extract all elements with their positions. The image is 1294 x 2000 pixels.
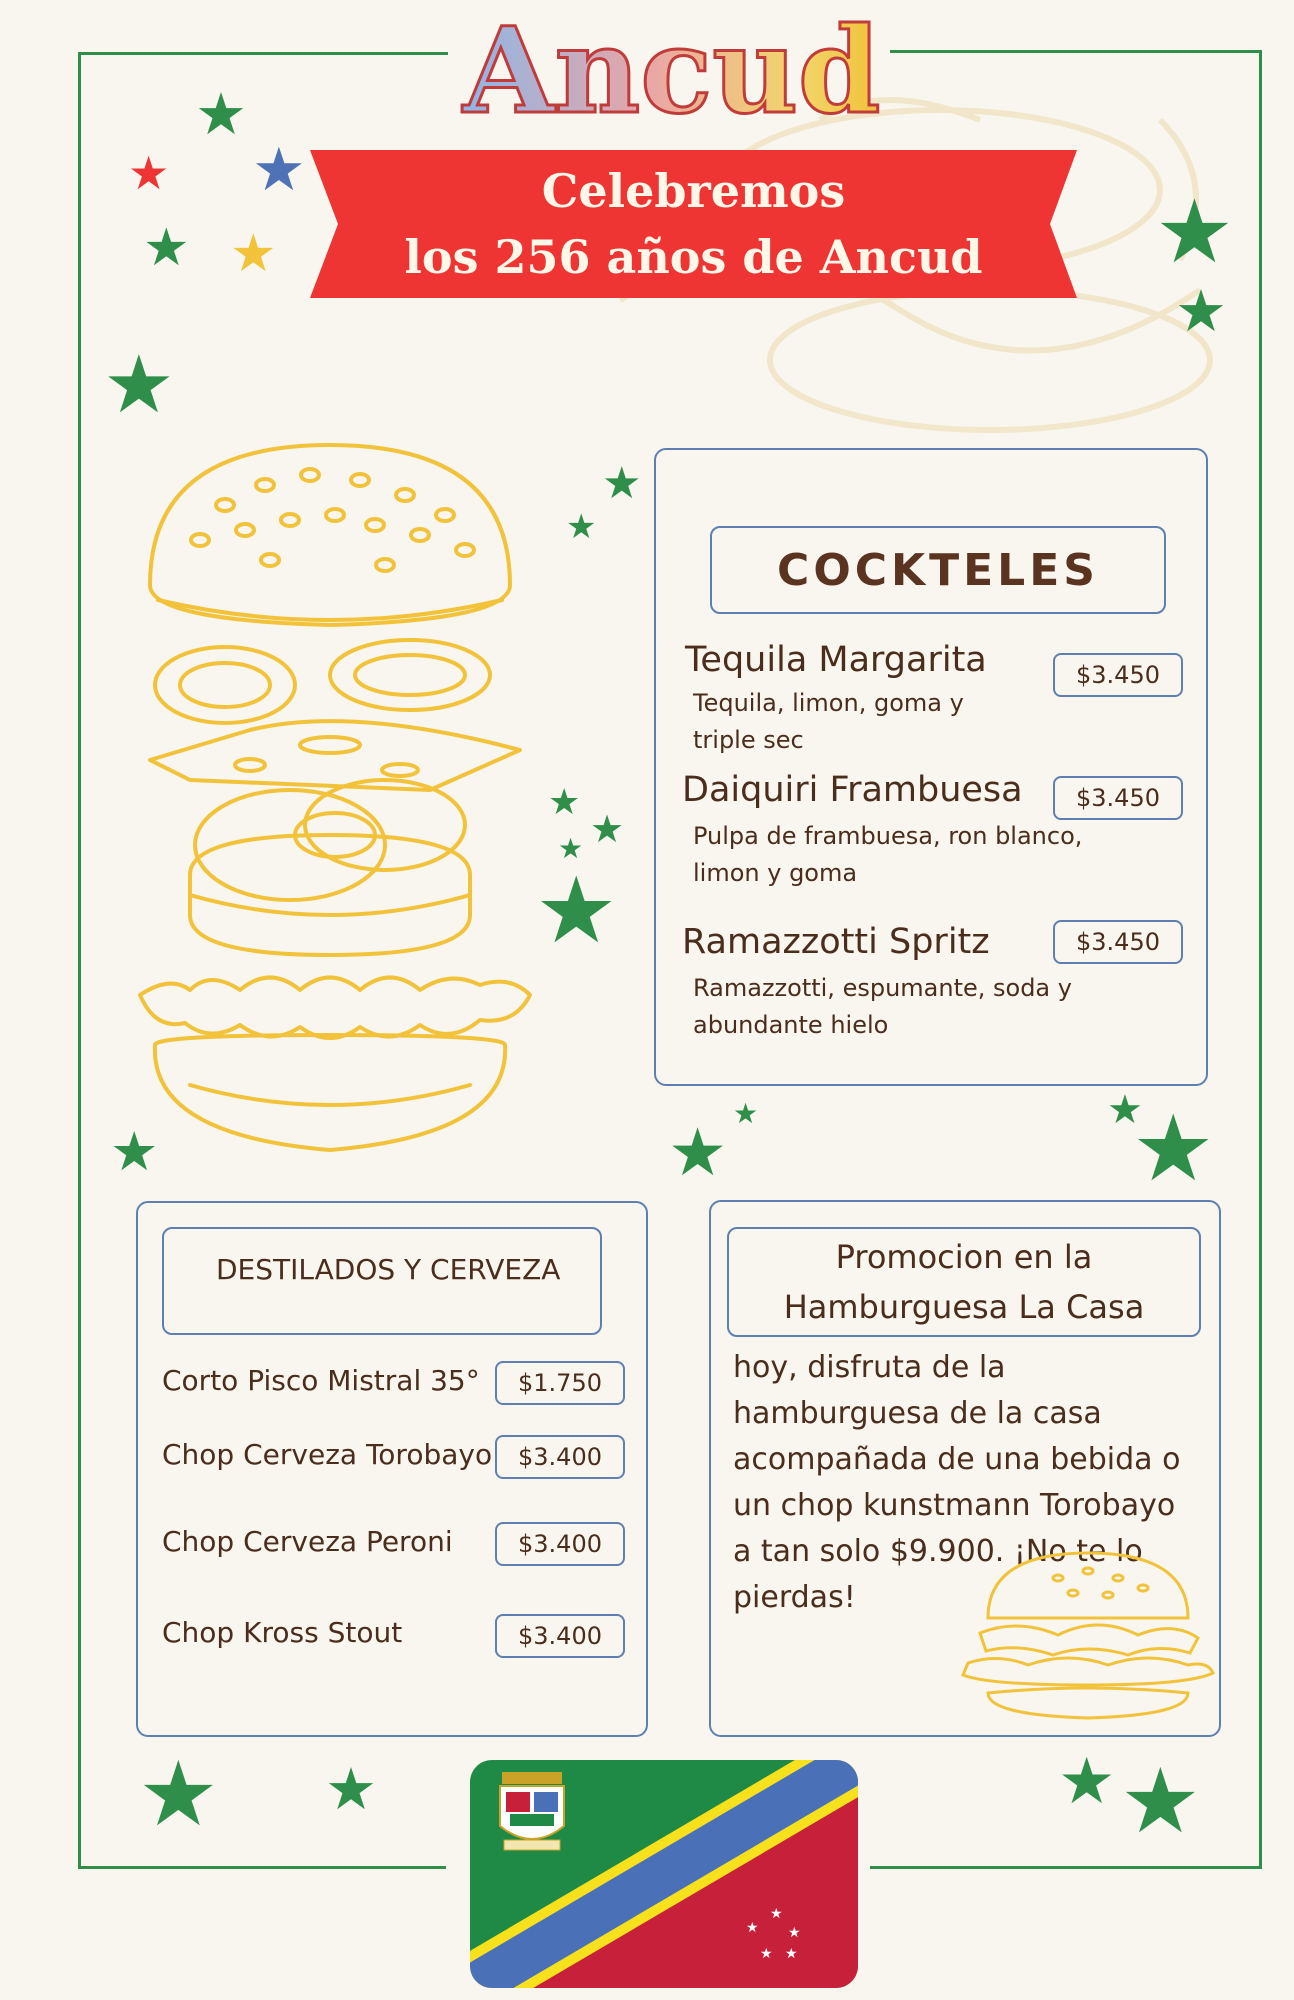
star-icon: ★ [535, 857, 618, 964]
cocktail-description: Pulpa de frambuesa, ron blanco, limon y goma [693, 822, 1083, 887]
svg-text:★: ★ [785, 1946, 798, 1962]
svg-text:★: ★ [760, 1946, 773, 1962]
star-icon: ★ [230, 224, 277, 284]
burger-illustration [130, 435, 550, 1175]
spirit-price: $1.750 [495, 1361, 625, 1405]
cocktail-price: $3.450 [1053, 653, 1183, 697]
star-icon: ★ [1175, 277, 1227, 345]
spirit-price: $3.400 [495, 1522, 625, 1566]
star-icon: ★ [1132, 1095, 1215, 1202]
spirits-heading: DESTILADOS Y CERVEZA [216, 1253, 561, 1286]
star-icon: ★ [566, 507, 597, 547]
ancud-logo [455, 0, 895, 135]
star-icon: ★ [590, 807, 625, 851]
cocktail-name: Tequila Margarita [685, 640, 987, 680]
cocktails-heading: COCKTELES [777, 544, 1099, 596]
star-icon: ★ [252, 135, 306, 205]
star-icon: ★ [128, 146, 170, 200]
svg-text:★: ★ [770, 1906, 783, 1922]
burger-small-illustration [958, 1543, 1216, 1723]
star-icon: ★ [1107, 1087, 1143, 1133]
cocktail-price: $3.450 [1053, 776, 1183, 820]
frame-left [78, 52, 81, 1868]
star-icon: ★ [110, 1120, 159, 1183]
star-icon: ★ [668, 1114, 728, 1191]
promo-heading-box [727, 1227, 1201, 1337]
star-icon: ★ [103, 338, 175, 431]
star-icon: ★ [138, 1742, 219, 1847]
banner-line-2: los 256 años de Ancud [404, 230, 983, 284]
promo-heading-line-1: Promocion en la [835, 1238, 1093, 1276]
banner-line-1: Celebremos [541, 164, 846, 218]
star-icon: ★ [548, 782, 581, 823]
promo-heading-line-2: Hamburguesa La Casa [783, 1288, 1145, 1326]
svg-text:Ancud: Ancud [463, 1, 881, 135]
star-icon: ★ [1155, 180, 1234, 283]
star-icon: ★ [1058, 1745, 1116, 1819]
star-icon: ★ [733, 1097, 759, 1130]
cocktails-heading-box [710, 526, 1166, 614]
star-icon: ★ [325, 1755, 377, 1823]
frame-bottom-right [870, 1866, 1262, 1869]
spirit-name: Corto Pisco Mistral 35° [162, 1364, 480, 1397]
spirit-name: Chop Cerveza Torobayo [162, 1438, 493, 1471]
spirit-price: $3.400 [495, 1435, 625, 1479]
spirit-name: Chop Cerveza Peroni [162, 1525, 453, 1558]
cocktail-description: Ramazzotti, espumante, soda y abundante hielo [693, 974, 1072, 1039]
frame-bottom-left [78, 1866, 446, 1869]
cocktail-name: Daiquiri Frambuesa [682, 770, 1023, 810]
star-icon: ★ [558, 832, 584, 865]
ancud-flag [470, 1760, 858, 1988]
spirits-heading-box [162, 1227, 602, 1335]
star-icon: ★ [1120, 1749, 1201, 1854]
star-icon: ★ [602, 458, 642, 509]
frame-top-right [890, 50, 1262, 53]
spirit-name: Chop Kross Stout [162, 1616, 403, 1649]
banner-text [310, 150, 1077, 290]
spirit-price: $3.400 [495, 1614, 625, 1658]
svg-text:★: ★ [788, 1925, 801, 1941]
cocktail-price: $3.450 [1053, 920, 1183, 964]
frame-top-left [78, 52, 448, 55]
cocktail-name: Ramazzotti Spritz [682, 922, 990, 962]
star-icon: ★ [143, 218, 190, 278]
cocktail-description: Tequila, limon, goma y triple sec [693, 689, 964, 754]
svg-text:★: ★ [746, 1920, 759, 1936]
star-icon: ★ [195, 80, 247, 148]
promo-description: hoy, disfruta de la hamburguesa de la casa acompañada de una bebida o un chop kunstmann Torobayo a tan solo $9.900. ¡No te lo pierdas! [733, 1350, 1181, 1615]
